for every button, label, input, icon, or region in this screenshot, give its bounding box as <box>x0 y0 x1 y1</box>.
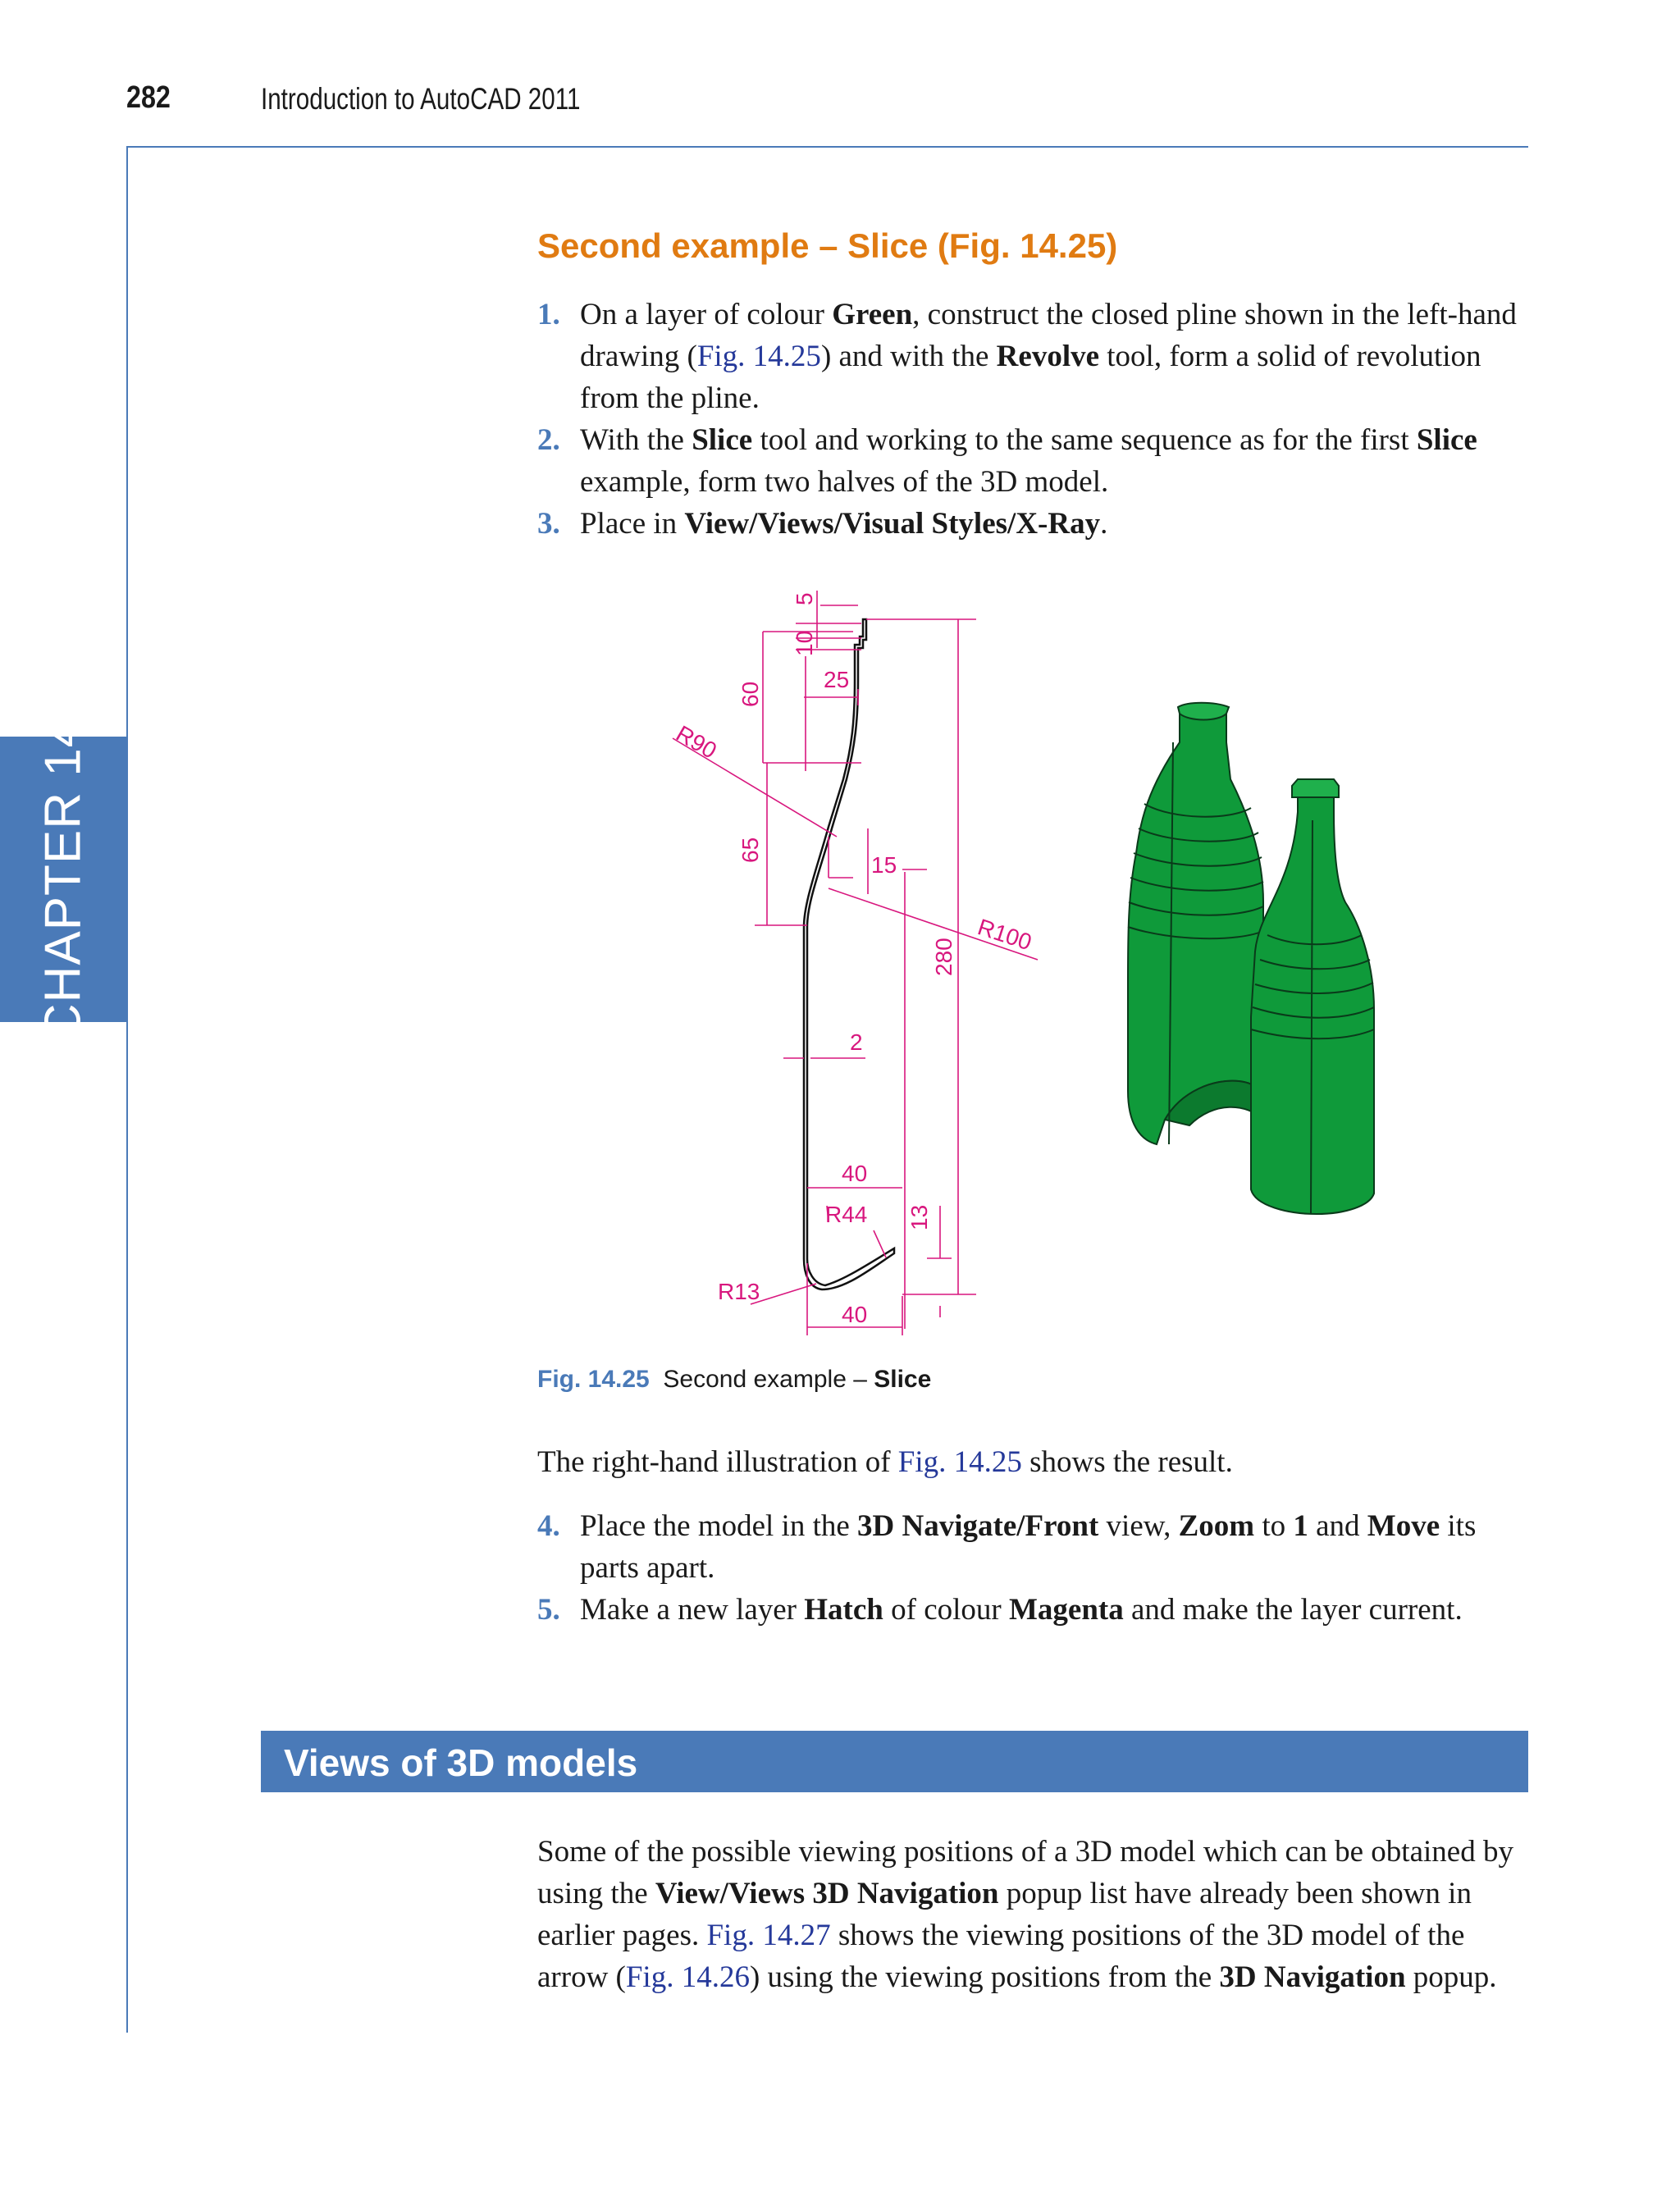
dim-280: 280 <box>931 938 956 976</box>
bottle-half-front <box>1251 779 1374 1214</box>
dim-r90: R90 <box>672 720 721 764</box>
list-item <box>537 1505 1530 1589</box>
sliced-bottle-model <box>1128 703 1374 1214</box>
figure-reference-link[interactable]: Fig. 14.25 <box>897 1445 1022 1479</box>
running-header-title: Introduction to AutoCAD 2011 <box>261 82 581 116</box>
text-run: view, <box>1098 1509 1179 1543</box>
text-run: popup list have already been shown in earlier pages. <box>537 1877 1472 1952</box>
section-banner <box>261 1731 1528 1792</box>
text-run: shows the viewing positions of the 3D model of the arrow ( <box>537 1919 1465 1994</box>
text-run: The right-hand illustration of <box>537 1445 898 1479</box>
list-item <box>537 1589 1530 1631</box>
figure-reference-link[interactable]: Fig. 14.26 <box>625 1960 750 1994</box>
result-paragraph <box>537 1441 1530 1483</box>
text-run: its parts apart. <box>580 1509 1477 1585</box>
bold-term: Green <box>832 298 913 331</box>
text-run: shows the result. <box>1021 1445 1233 1479</box>
steps-list-b <box>537 1505 1530 1631</box>
list-item <box>537 503 1530 545</box>
text-run: Some of the possible viewing positions of a 3D model which can be obtained by using the <box>537 1835 1513 1910</box>
text-run: and <box>1308 1509 1367 1543</box>
text-run: . <box>1100 507 1108 541</box>
text-run: popup. <box>1405 1960 1497 1994</box>
list-item <box>537 419 1530 503</box>
bold-term: Revolve <box>996 340 1100 373</box>
list-item-number: 4. <box>537 1509 560 1543</box>
dim-r44: R44 <box>825 1202 868 1227</box>
caption-text: Second example – <box>663 1366 874 1393</box>
caption-label: Fig. 14.25 <box>537 1366 650 1393</box>
dim-r100: R100 <box>975 914 1035 956</box>
bold-term: Magenta <box>1008 1593 1124 1627</box>
bold-term: 3D Navigate/Front <box>857 1509 1099 1543</box>
steps-list-a <box>537 294 1530 545</box>
dim-15: 15 <box>871 852 897 878</box>
text-run: tool and working to the same sequence as for the first <box>752 423 1417 457</box>
text-run: Place in <box>580 507 685 541</box>
text-run: ) using the viewing positions from the <box>749 1960 1220 1994</box>
text-run: of colour <box>883 1593 1009 1627</box>
bold-term: Zoom <box>1178 1509 1255 1543</box>
figure-caption <box>537 1366 931 1394</box>
bold-term: Hatch <box>804 1593 883 1627</box>
chapter-tab-label: CHAPTER 14 <box>34 718 92 1041</box>
banner-title: Views of 3D models <box>284 1741 638 1784</box>
list-item-number: 5. <box>537 1593 560 1627</box>
dim-10: 10 <box>792 630 817 656</box>
bold-term: 3D Navigation <box>1219 1960 1406 1994</box>
page-number: 282 <box>126 80 171 115</box>
dim-5: 5 <box>792 592 817 605</box>
header-rule <box>126 146 1528 148</box>
text-run: On a layer of colour <box>580 298 833 331</box>
views-paragraph <box>537 1831 1530 1998</box>
margin-rule <box>126 146 128 2033</box>
text-run: example, form two halves of the 3D model. <box>580 465 1109 499</box>
list-item-number: 2. <box>537 423 560 457</box>
text-run: With the <box>580 423 692 457</box>
bold-term: View/Views 3D Navigation <box>655 1877 999 1910</box>
section-title: Second example – Slice (Fig. 14.25) <box>537 226 1118 265</box>
figure-14-25 <box>558 566 1542 1345</box>
bold-term: Slice <box>1416 423 1477 457</box>
list-item <box>537 294 1530 419</box>
dim-2: 2 <box>850 1029 863 1055</box>
text-run: to <box>1254 1509 1294 1543</box>
bold-term: Slice <box>692 423 753 457</box>
text-run: Make a new layer <box>580 1593 805 1627</box>
text-run: , construct the closed pline shown in the left-hand drawing ( <box>580 298 1517 373</box>
dim-40-bottom: 40 <box>842 1302 868 1327</box>
figure-reference-link[interactable]: Fig. 14.27 <box>706 1919 831 1952</box>
pline-profile <box>804 619 894 1289</box>
text-run: tool, form a solid of revolution from the pline. <box>580 340 1481 415</box>
bottle-half-back <box>1128 703 1263 1144</box>
list-item-number: 1. <box>537 298 560 331</box>
text-run: ) and with the <box>820 340 997 373</box>
bold-term: View/Views/Visual Styles/X-Ray <box>684 507 1101 541</box>
bold-term: Move <box>1367 1509 1440 1543</box>
figure-reference-link[interactable]: Fig. 14.25 <box>696 340 821 373</box>
dim-25: 25 <box>824 667 850 692</box>
text-run: and make the layer current. <box>1123 1593 1463 1627</box>
dim-r13: R13 <box>718 1279 760 1304</box>
text-run: Place the model in the <box>580 1509 858 1543</box>
caption-bold: Slice <box>874 1366 932 1393</box>
dim-13: 13 <box>906 1204 932 1230</box>
dim-60: 60 <box>737 681 763 707</box>
dim-40-top: 40 <box>842 1161 868 1186</box>
dimension-texts <box>672 592 1034 1327</box>
list-item-number: 3. <box>537 507 560 541</box>
dim-65: 65 <box>737 837 763 863</box>
chapter-tab <box>0 718 126 1041</box>
bold-term: 1 <box>1293 1509 1308 1543</box>
